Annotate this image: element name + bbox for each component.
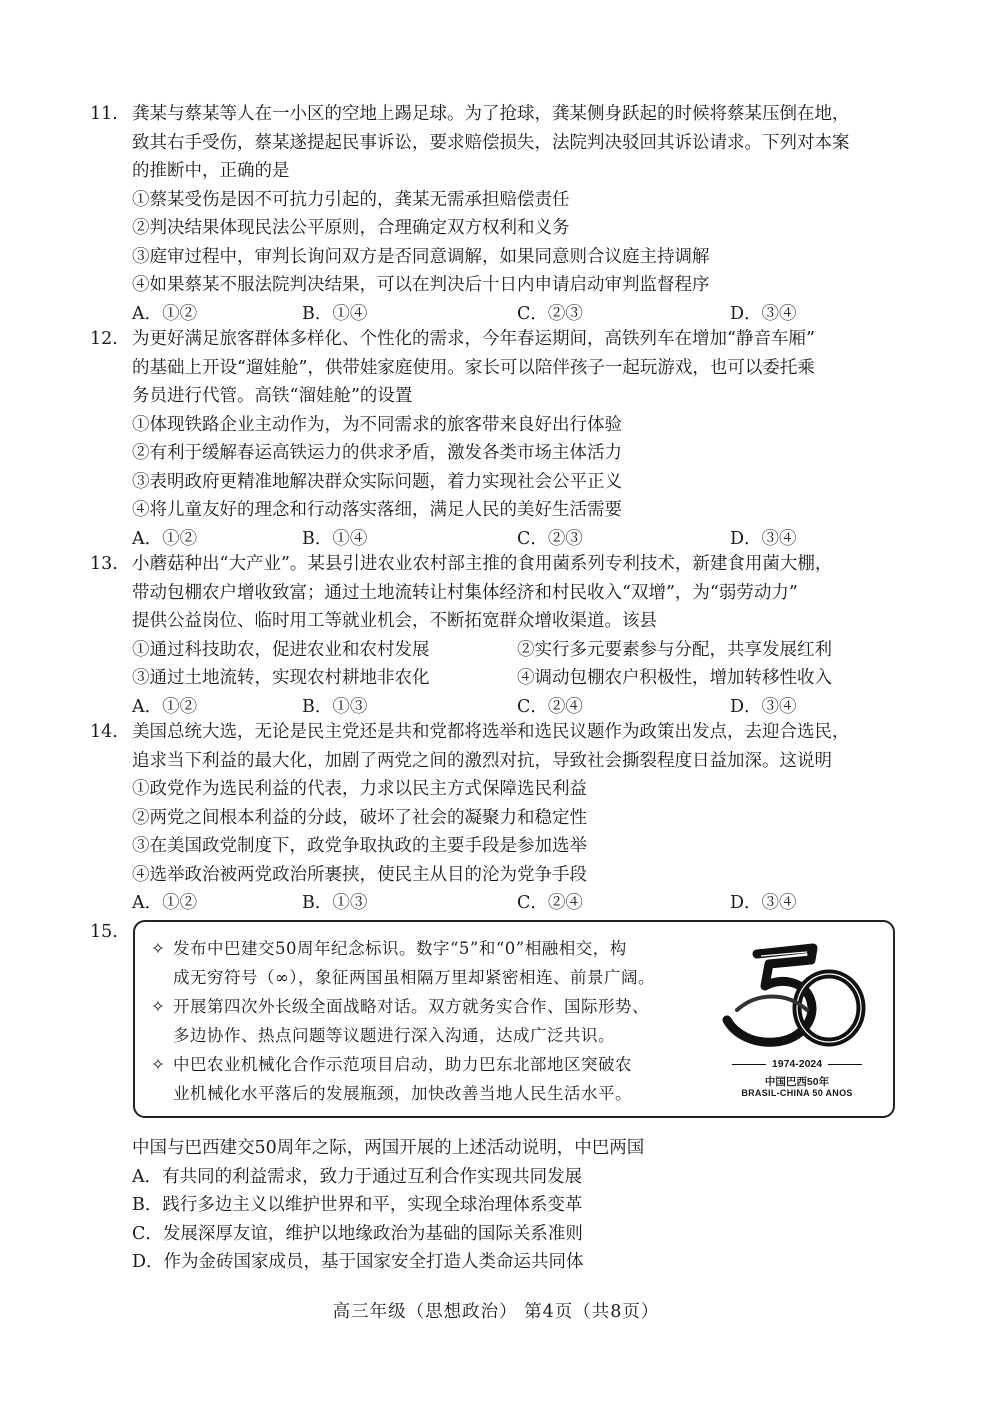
material-paragraph <box>151 934 711 992</box>
statement-item: ①通过科技助农，促进农业和农村发展 <box>132 639 430 660</box>
choice-a[interactable]: A．有共同的利益需求，致力于通过互利合作实现共同发展 <box>132 1166 583 1187</box>
statement-item: ①体现铁路企业主动作为，为不同需求的旅客带来良好出行体验 <box>132 414 622 435</box>
statement-item: ④调动包棚农户积极性，增加转移性收入 <box>517 668 832 688</box>
question-stem-line: 带动包棚农户增收致富；通过土地流转让村集体经济和村民收入“双增”，为“弱劳动力” <box>132 582 798 603</box>
material-box <box>133 920 895 1118</box>
option-c[interactable]: C．②④ <box>517 696 583 717</box>
question-stem-line: 中国与巴西建交50周年之际，两国开展的上述活动说明，中巴两国 <box>132 1138 645 1158</box>
question-stem-line: 的推断中，正确的是 <box>132 161 290 181</box>
choice-d[interactable]: D．作为金砖国家成员，基于国家安全打造人类命运共同体 <box>132 1252 584 1272</box>
question-stem-line: 务员进行代管。高铁“溜娃舱”的设置 <box>132 386 413 406</box>
diamond-bullet-icon: ✧ <box>151 1055 166 1074</box>
material-line: 成无穷符号（∞），象征两国虽相隔万里却紧密相连、前景广阔。 <box>173 968 655 987</box>
logo-english-caption: BRASIL-CHINA 50 ANOS <box>741 1088 853 1098</box>
statement-item: ③通过土地流转，实现农村耕地非农化 <box>132 668 430 688</box>
material-text <box>151 934 711 1108</box>
material-line: 多边协作、热点问题等议题进行深入沟通，达成广泛共识。 <box>173 1026 615 1045</box>
diamond-bullet-icon: ✧ <box>151 939 166 958</box>
question-stem-line: 美国总统大选，无论是民主党还是共和党都将选举和选民议题作为政策出发点，去迎合选民， <box>132 722 850 742</box>
question-15 <box>132 1134 912 1277</box>
statement-item: ②两党之间根本利益的分歧，破坏了社会的凝聚力和稳定性 <box>132 807 587 828</box>
question-stem-line: 龚某与蔡某等人在一小区的空地上踢足球。为了抢球，龚某侧身跃起的时候将蔡某压倒在地， <box>132 104 850 124</box>
statement-item: ④选举政治被两党政治所裹挟，使民主从目的沦为党争手段 <box>132 864 587 885</box>
material-line: 中巴农业机械化合作示范项目启动，助力巴东北部地区突破农 <box>173 1055 632 1074</box>
question-number: 14. <box>90 722 118 742</box>
answer-options <box>90 525 910 554</box>
statement-row <box>90 664 910 693</box>
option-a[interactable]: A．①② <box>132 893 198 913</box>
question-number: 12. <box>90 329 118 349</box>
statement-item: ③在美国政党制度下，政党争取执政的主要手段是参加选举 <box>132 836 587 856</box>
question-11 <box>90 100 910 328</box>
statement-item: ④如果蔡某不服法院判决结果，可以在判决后十日内申请启动审判监督程序 <box>132 275 710 295</box>
option-a[interactable]: A．①② <box>132 528 198 549</box>
choice-c[interactable]: C．发展深厚友谊，维护以地缘政治为基础的国际关系准则 <box>132 1223 583 1244</box>
question-stem-line: 提供公益岗位、临时用工等就业机会，不断拓宽群众增收渠道。该县 <box>132 611 657 631</box>
material-line: 业机械化水平落后的发展瓶颈，加快改善当地人民生活水平。 <box>173 1084 632 1103</box>
statement-item: ③表明政府更精准地解决群众实际问题，着力实现社会公平正义 <box>132 471 622 492</box>
material-paragraph <box>151 992 711 1050</box>
question-14 <box>90 718 910 918</box>
option-d[interactable]: D．③④ <box>730 528 797 549</box>
answer-options <box>90 693 910 722</box>
option-b[interactable]: B．①④ <box>302 528 368 549</box>
anniversary-logo <box>717 940 877 1100</box>
statement-item: ①蔡某受伤是因不可抗力引起的，龚某无需承担赔偿责任 <box>132 189 570 210</box>
option-c[interactable]: C．②③ <box>517 528 583 549</box>
question-number: 13. <box>90 554 118 574</box>
statement-row <box>90 636 910 665</box>
option-b[interactable]: B．①③ <box>302 696 368 717</box>
question-13 <box>90 550 910 721</box>
option-b[interactable]: B．①③ <box>302 893 368 913</box>
option-c[interactable]: C．②④ <box>517 893 583 913</box>
option-d[interactable]: D．③④ <box>730 303 797 324</box>
option-d[interactable]: D．③④ <box>730 893 797 913</box>
diamond-bullet-icon: ✧ <box>151 997 166 1016</box>
statement-item: ③庭审过程中，审判长询问双方是否同意调解，如果同意则合议庭主持调解 <box>132 246 710 267</box>
option-a[interactable]: A．①② <box>132 303 198 324</box>
question-number: 11. <box>90 104 118 124</box>
answer-options <box>90 889 910 918</box>
statement-item: ④将儿童友好的理念和行动落实落细，满足人民的美好生活需要 <box>132 500 622 520</box>
question-stem-line: 追求当下利益的最大化，加剧了两党之间的激烈对抗，导致社会撕裂程度日益加深。这说明 <box>132 750 832 771</box>
material-paragraph <box>151 1050 711 1108</box>
question-number: 15. <box>90 922 118 942</box>
option-d[interactable]: D．③④ <box>730 696 797 717</box>
statement-item: ②实行多元要素参与分配，共享发展红利 <box>517 639 832 660</box>
logo-chinese-caption: 中国巴西50年 <box>764 1076 830 1088</box>
page-footer: 高三年级（思想政治） 第4页（共8页） <box>332 1302 660 1322</box>
question-stem-line: 小蘑菇种出“大产业”。某县引进农业农村部主推的食用菌系列专利技术，新建食用菌大棚， <box>132 554 833 574</box>
material-line: 开展第四次外长级全面战略对话。双方就务实合作、国际形势、 <box>173 997 649 1016</box>
statement-item: ②判决结果体现民法公平原则，合理确定双方权利和义务 <box>132 218 570 238</box>
option-a[interactable]: A．①② <box>132 696 198 717</box>
question-stem-line: 的基础上开设“遛娃舱”，供带娃家庭使用。家长可以陪伴孩子一起玩游戏，也可以委托乘 <box>132 357 815 378</box>
material-line: 发布中巴建交50周年纪念标识。数字“5”和“0”相融相交，构 <box>173 939 627 958</box>
fifty-logo-icon <box>717 940 877 1058</box>
option-b[interactable]: B．①④ <box>302 303 368 324</box>
choice-b[interactable]: B．践行多边主义以维护世界和平，实现全球治理体系变革 <box>132 1195 583 1215</box>
answer-options <box>90 300 910 329</box>
question-12 <box>90 325 910 553</box>
logo-years: 1974-2024 <box>717 1058 877 1070</box>
question-stem-line: 为更好满足旅客群体多样化、个性化的需求，今年春运期间，高铁列车在增加“静音车厢” <box>132 329 815 349</box>
option-c[interactable]: C．②③ <box>517 303 583 324</box>
statement-item: ①政党作为选民利益的代表，力求以民主方式保障选民利益 <box>132 779 587 799</box>
question-stem-line: 致其右手受伤，蔡某遂提起民事诉讼，要求赔偿损失，法院判决驳回其诉讼请求。下列对本案 <box>132 132 850 153</box>
statement-item: ②有利于缓解春运高铁运力的供求矛盾，激发各类市场主体活力 <box>132 443 622 463</box>
